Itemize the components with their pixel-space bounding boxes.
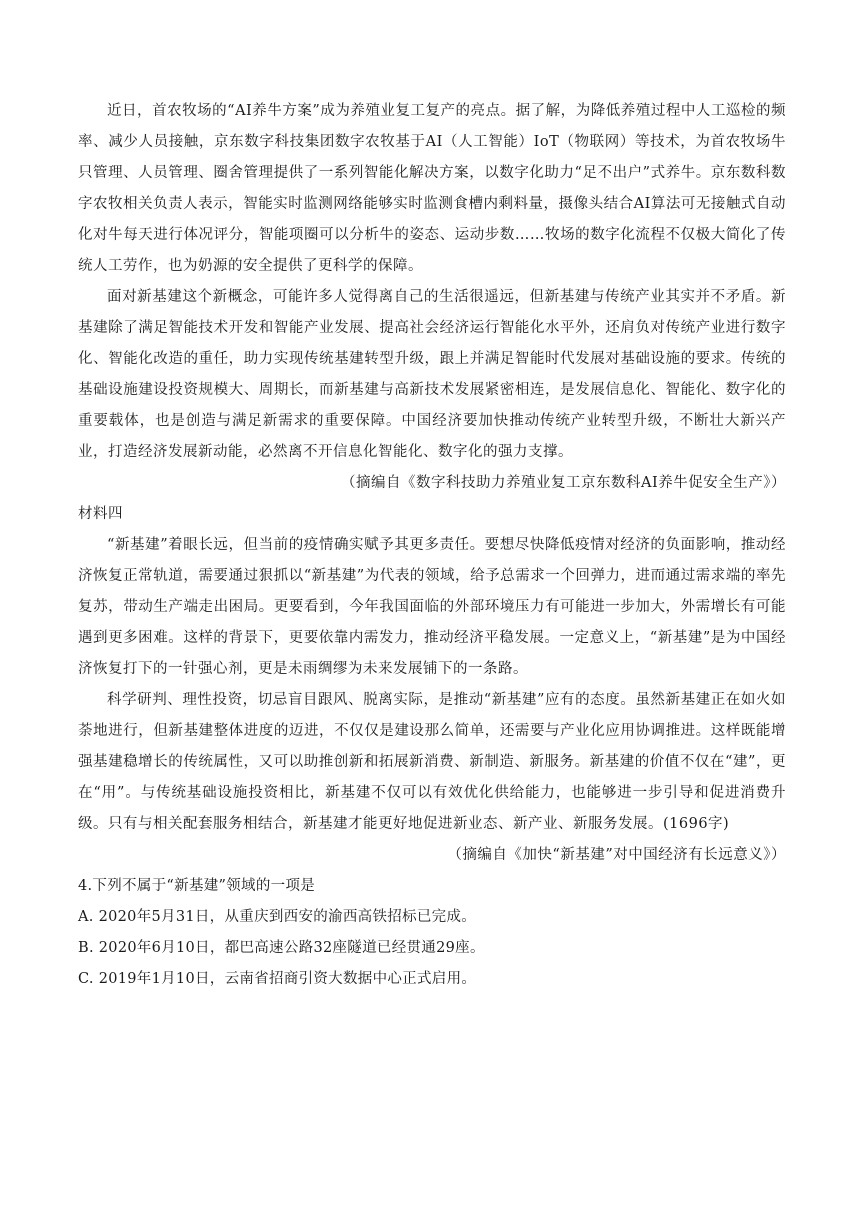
material3-paragraph-1: 近日，首农牧场的“AI养牛方案”成为养殖业复工复产的亮点。据了解，为降低养殖过程中人工巡检的频率、减少人员接触，京东数字科技集团数字农牧基于AI（人工智能）IoT（物联网）等技术，为首农牧场牛只管理、人员管理、圈舍管理提供了一系列智能化解决方案，以数字化助力“足不出户”式养牛。京东数科数字农牧相关负责人表示，智能实时监测网络能够实时监测食槽内剩料量，摄像头结合AI算法可无接触式自动化对牛每天进行体况评分，智能项圈可以分析牛的姿态、运动步数……牧场的数字化流程不仅极大简化了传统人工劳作，也为奶源的安全提供了更科学的保障。: [78, 103, 786, 274]
question-option-c: C. 2019年1月10日，云南省招商引资大数据中心正式启用。: [78, 971, 477, 987]
question-stem: 4.下列不属于“新基建”领域的一项是: [78, 878, 316, 894]
material4-paragraph-1: “新基建”着眼长远，但当前的疫情确实赋予其更多责任。要想尽快降低疫情对经济的负面影响，推动经济恢复正常轨道，需要通过狠抓以“新基建”为代表的领域，给予总需求一个回弹力，进而通过需求端的率先复苏，带动生产端走出困局。更要看到，今年我国面临的外部环境压力有可能进一步加大，外需增长有可能遇到更多困难。这样的背景下，更要依靠内需发力，推动经济平稳发展。一定意义上，“新基建”是为中国经济恢复打下的一针强心剂，更是未雨绸缪为未来发展铺下的一条路。: [78, 537, 786, 677]
material4-paragraph-2: 科学研判、理性投资，切忌盲目跟风、脱离实际，是推动“新基建”应有的态度。虽然新基建正在如火如荼地进行，但新基建整体进度的迈进，不仅仅是建设那么简单，还需要与产业化应用协调推进。这样既能增强基建稳增长的传统属性，又可以助推创新和拓展新消费、新制造、新服务。新基建的价值不仅在“建”，更在“用”。与传统基础设施投资相比，新基建不仅可以有效优化供给能力，也能够进一步引导和促进消费升级。只有与相关配套服务相结合，新基建才能更好地促进新业态、新产业、新服务发展。(1696字): [78, 692, 786, 832]
material4-source: （摘编自《加快“新基建”对中国经济有长远意义》）: [447, 847, 786, 863]
material3-source: （摘编自《数字科技助力养殖业复工京东数科AI养牛促安全生产》）: [341, 475, 786, 491]
question-option-a: A. 2020年5月31日，从重庆到西安的渝西高铁招标已完成。: [78, 909, 477, 925]
question-option-b: B. 2020年6月10日，都巴高速公路32座隧道已经贯通29座。: [78, 940, 485, 956]
document-page: [78, 96, 786, 995]
material3-paragraph-2: 面对新基建这个新概念，可能许多人觉得离自己的生活很遥远，但新基建与传统产业其实并不矛盾。新基建除了满足智能技术开发和智能产业发展、提高社会经济运行智能化水平外，还肩负对传统产业进行数字化、智能化改造的重任，助力实现传统基建转型升级，跟上并满足智能时代发展对基础设施的要求。传统的基础设施建设投资规模大、周期长，而新基建与高新技术发展紧密相连，是发展信息化、智能化、数字化的重要载体，也是创造与满足新需求的重要保障。中国经济要加快推动传统产业转型升级，不断壮大新兴产业，打造经济发展新动能，必然离不开信息化智能化、数字化的强力支撑。: [78, 289, 786, 460]
material4-heading: 材料四: [78, 506, 123, 522]
